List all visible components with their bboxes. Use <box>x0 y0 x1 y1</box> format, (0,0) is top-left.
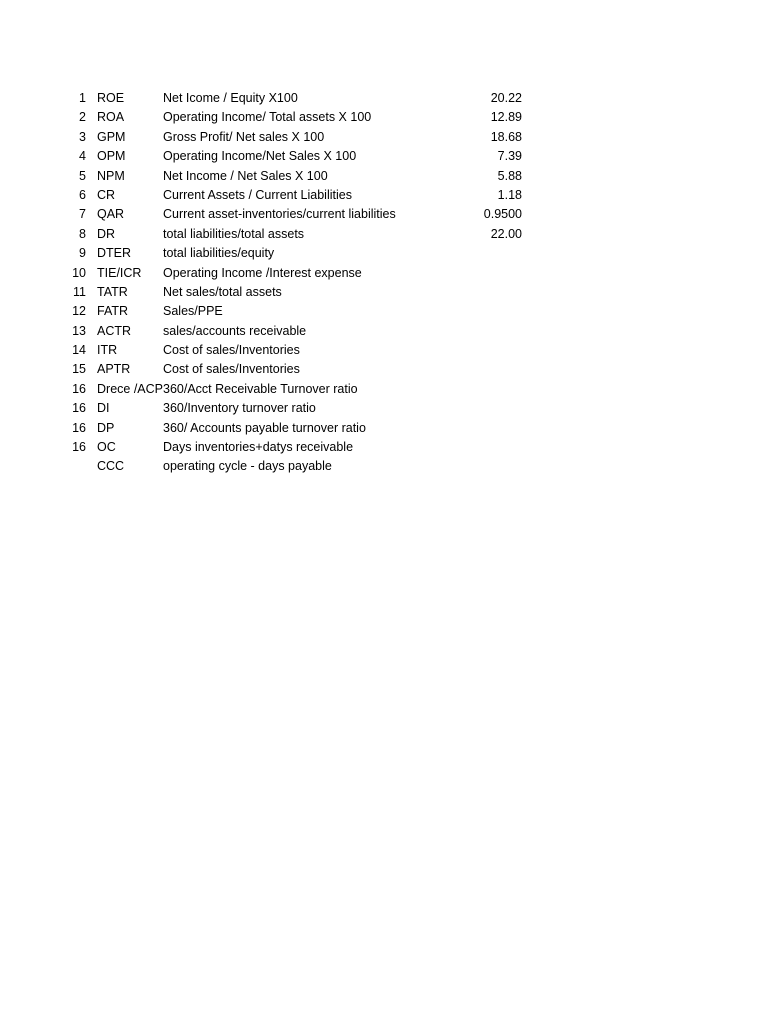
row-number: 13 <box>72 323 86 338</box>
ratio-row <box>0 89 768 108</box>
row-number: 16 <box>72 440 86 455</box>
row-number: 3 <box>79 129 86 144</box>
row-number: 4 <box>79 149 86 164</box>
ratio-formula: Sales/PPE <box>163 304 223 319</box>
row-number: 8 <box>79 226 86 241</box>
ratio-sheet <box>0 89 768 477</box>
ratio-abbreviation: CCC <box>97 459 125 474</box>
row-number: 5 <box>79 168 86 183</box>
ratio-abbreviation: APTR <box>97 362 131 377</box>
ratio-formula: Net Income / Net Sales X 100 <box>163 168 328 183</box>
ratio-row <box>0 147 768 166</box>
ratio-row <box>0 380 768 399</box>
ratio-row <box>0 186 768 205</box>
row-number: 1 <box>79 91 86 105</box>
ratio-formula: 360/Acct Receivable Turnover ratio <box>163 381 358 396</box>
ratio-row <box>0 167 768 186</box>
ratio-formula: total liabilities/total assets <box>163 226 305 241</box>
ratio-formula: Operating Income/ Total assets X 100 <box>163 110 372 125</box>
ratio-row <box>0 457 768 476</box>
ratio-value: 20.22 <box>490 91 522 105</box>
ratio-formula: Current Assets / Current Liabilities <box>163 187 352 202</box>
ratio-row <box>0 322 768 341</box>
row-number: 7 <box>79 207 86 222</box>
ratio-formula: sales/accounts receivable <box>163 323 307 338</box>
ratio-formula: Operating Income/Net Sales X 100 <box>163 149 357 164</box>
row-number: 16 <box>72 401 86 416</box>
ratio-value: 18.68 <box>490 129 522 144</box>
ratio-row <box>0 399 768 418</box>
ratio-abbreviation: CR <box>97 187 116 202</box>
ratio-value: 22.00 <box>490 226 522 241</box>
ratio-formula: operating cycle - days payable <box>163 459 332 474</box>
ratio-value: 0.9500 <box>483 207 522 222</box>
ratio-row <box>0 419 768 438</box>
row-number: 12 <box>72 304 86 319</box>
ratio-abbreviation: FATR <box>97 304 129 319</box>
row-number: 9 <box>79 246 86 261</box>
ratio-formula: Operating Income /Interest expense <box>163 265 362 280</box>
ratio-abbreviation: DTER <box>97 246 132 261</box>
ratio-formula: Net Icome / Equity X100 <box>163 91 298 105</box>
ratio-abbreviation: ACTR <box>97 323 132 338</box>
ratio-formula: Net sales/total assets <box>163 284 282 299</box>
ratio-value: 1.18 <box>497 187 522 202</box>
ratio-abbreviation: TATR <box>97 284 128 299</box>
ratio-row <box>0 438 768 457</box>
ratio-abbreviation: DI <box>97 401 110 416</box>
ratio-abbreviation: ITR <box>97 343 118 358</box>
ratio-abbreviation: Drece /ACP <box>97 381 163 396</box>
ratio-formula: total liabilities/equity <box>163 246 275 261</box>
ratio-row <box>0 360 768 379</box>
ratio-abbreviation: DR <box>97 226 116 241</box>
ratio-abbreviation: QAR <box>97 207 125 222</box>
ratio-formula: Gross Profit/ Net sales X 100 <box>163 129 325 144</box>
ratio-row <box>0 225 768 244</box>
row-number: 15 <box>72 362 86 377</box>
row-number: 2 <box>79 110 86 125</box>
ratio-abbreviation: TIE/ICR <box>97 265 142 280</box>
row-number: 6 <box>79 187 86 202</box>
ratio-formula: Cost of sales/Inventories <box>163 343 300 358</box>
ratio-row <box>0 302 768 321</box>
ratio-row <box>0 244 768 263</box>
ratio-row <box>0 205 768 224</box>
ratio-row <box>0 264 768 283</box>
ratio-value: 7.39 <box>497 149 522 164</box>
ratio-row <box>0 283 768 302</box>
ratio-formula: Days inventories+datys receivable <box>163 440 354 455</box>
row-number: 10 <box>72 265 86 280</box>
ratio-value: 12.89 <box>490 110 522 125</box>
ratio-formula: 360/Inventory turnover ratio <box>163 401 316 416</box>
ratio-value: 5.88 <box>497 168 522 183</box>
ratio-abbreviation: GPM <box>97 129 126 144</box>
ratio-row <box>0 108 768 127</box>
ratio-abbreviation: NPM <box>97 168 125 183</box>
ratio-row <box>0 341 768 360</box>
ratio-abbreviation: DP <box>97 420 115 435</box>
row-number: 16 <box>72 420 86 435</box>
ratio-formula: Cost of sales/Inventories <box>163 362 300 377</box>
ratio-abbreviation: OC <box>97 440 116 455</box>
ratio-formula: 360/ Accounts payable turnover ratio <box>163 420 366 435</box>
row-number: 14 <box>72 343 86 358</box>
ratio-formula: Current asset-inventories/current liabilities <box>163 207 396 222</box>
row-number: 11 <box>73 284 86 299</box>
ratio-abbreviation: ROE <box>97 91 125 105</box>
ratio-abbreviation: ROA <box>97 110 125 125</box>
ratio-abbreviation: OPM <box>97 149 126 164</box>
row-number: 16 <box>72 381 86 396</box>
ratio-row <box>0 128 768 147</box>
